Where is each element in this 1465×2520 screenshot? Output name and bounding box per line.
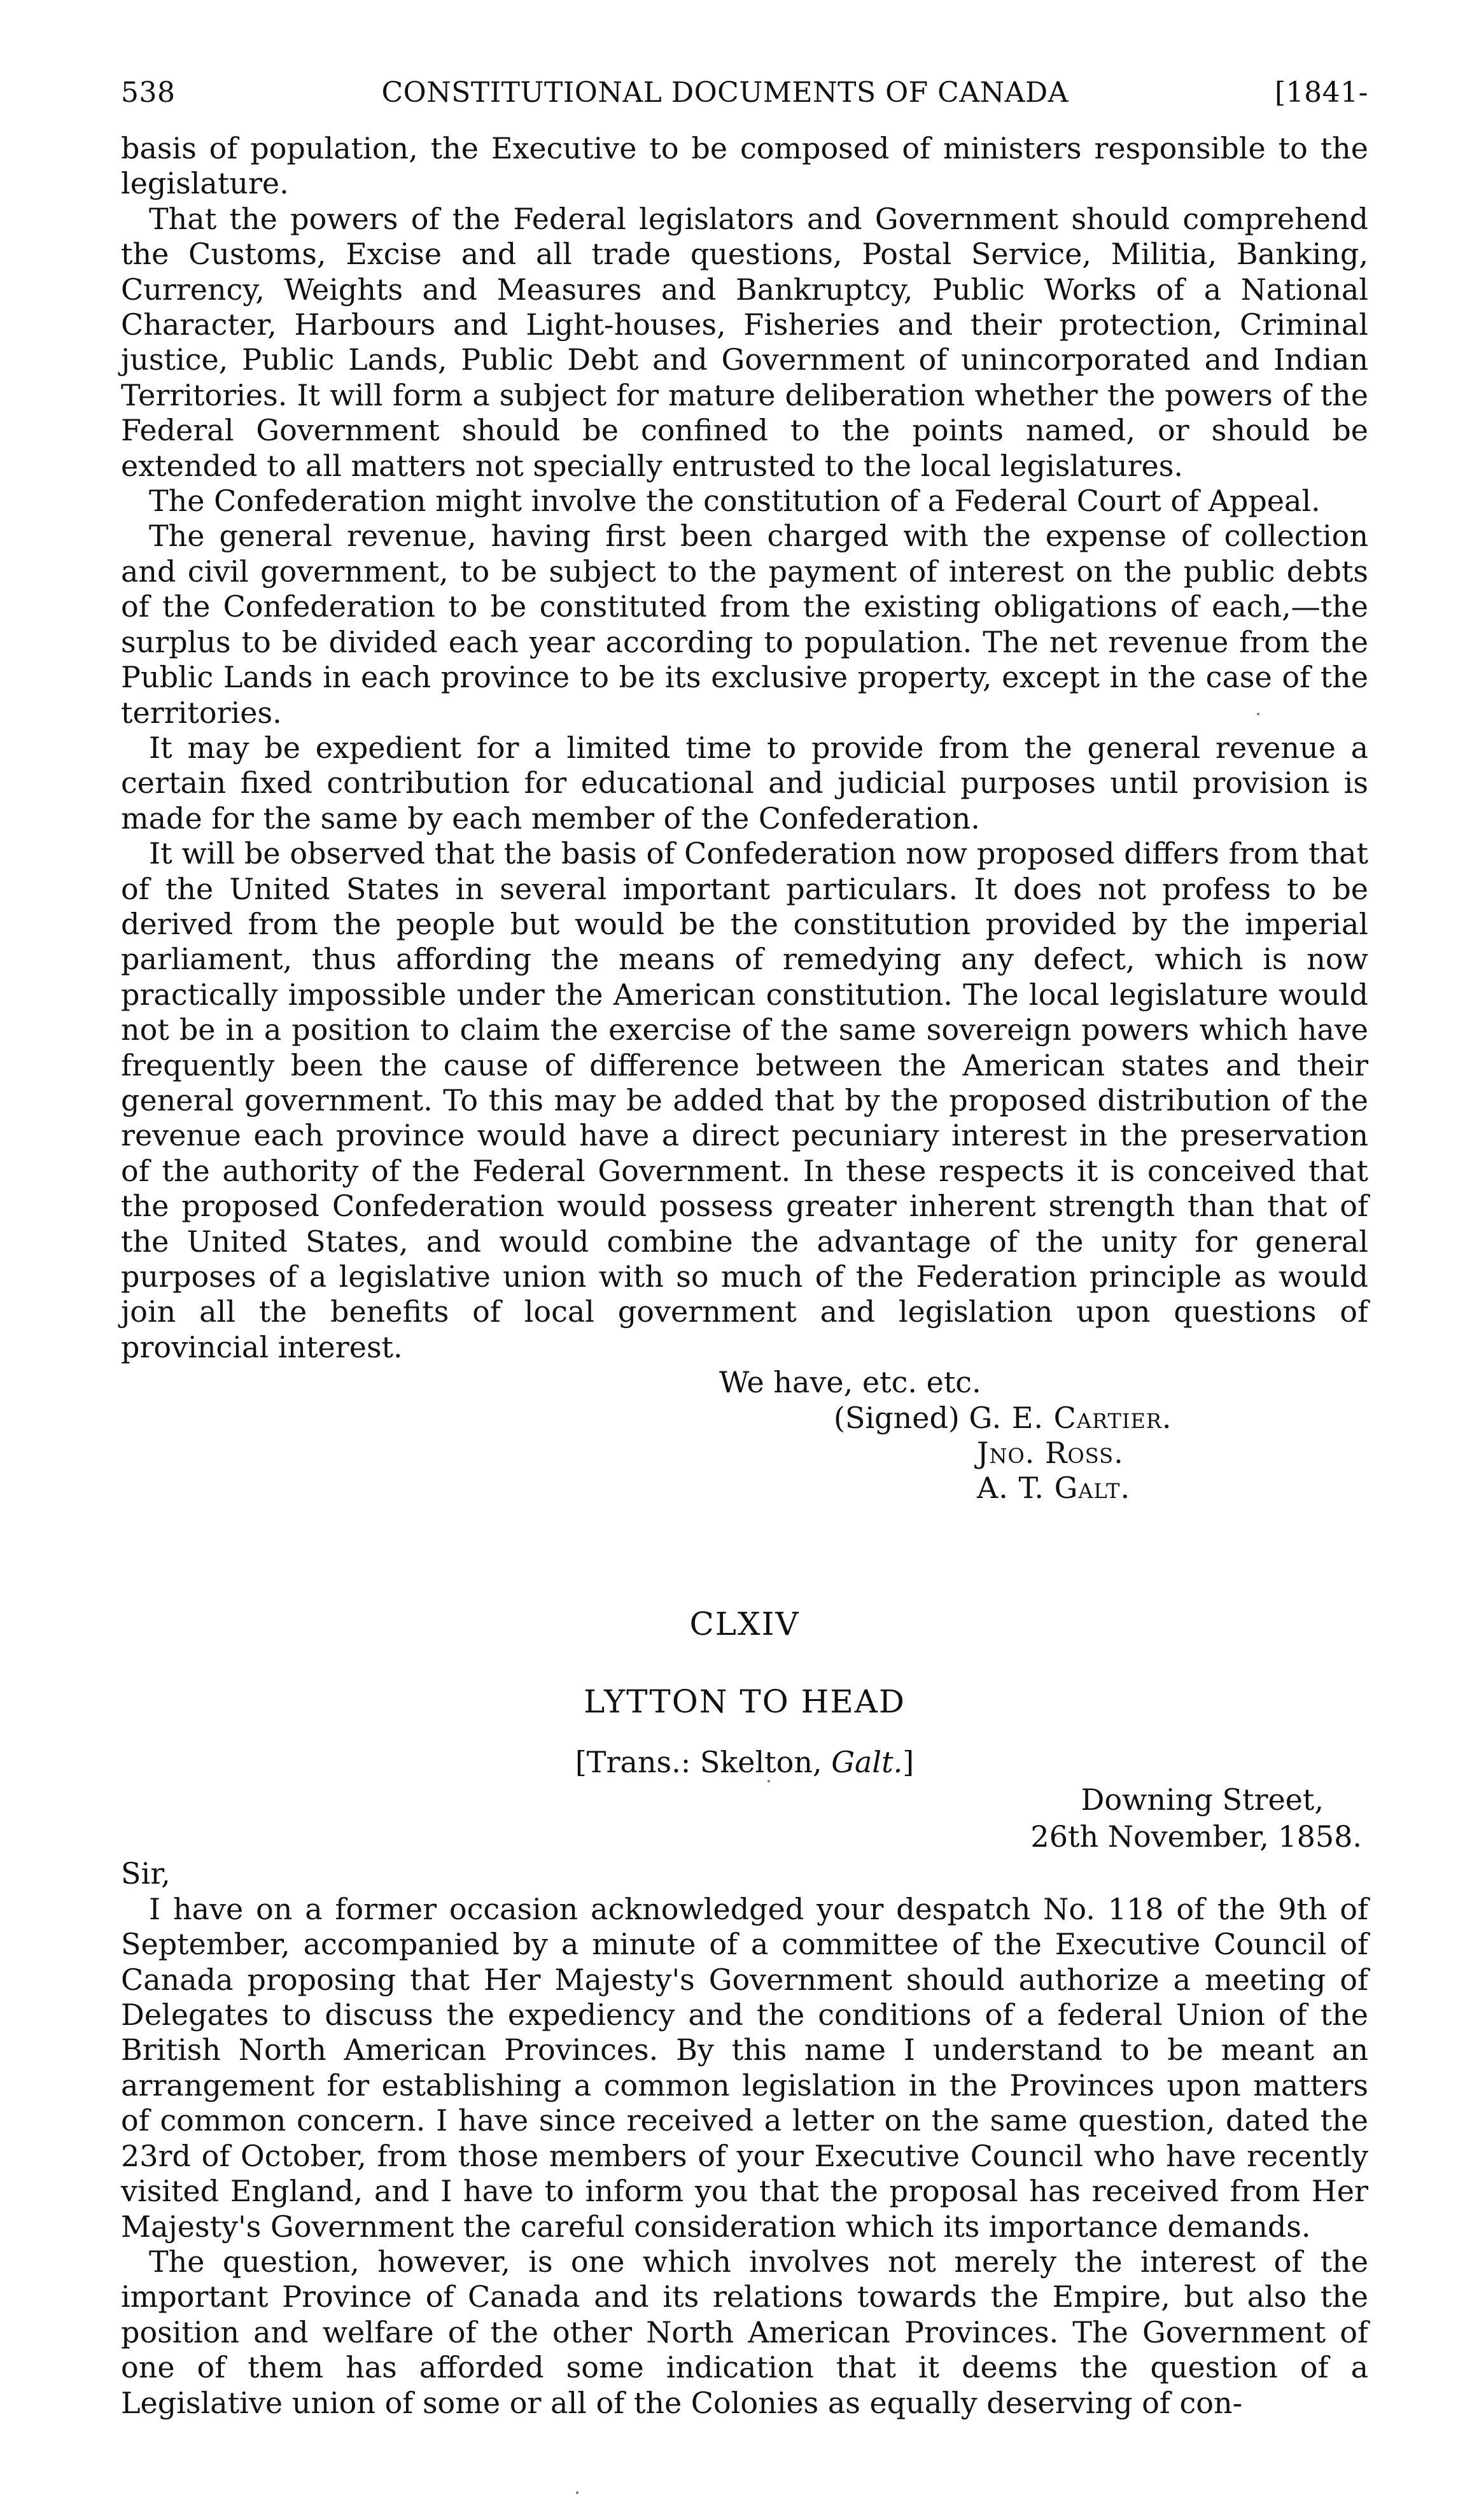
signatory-name: A. T. Galt.: [977, 1471, 1131, 1506]
place: Downing Street,: [1081, 1782, 1324, 1817]
source-suffix: ]: [902, 1744, 915, 1779]
paragraph: The general revenue, having first been charged with the expense of collection and civil government, to be subject to the payment of interest on the public debts of the Confederation to be constituted from the existing obligations of each,—the surplus to be divided each year according to population. The net revenue from the Public Lands in each province to be its exclusive property, except in the case of the territories.: [121, 519, 1368, 730]
signatory-name: G. E. Cartier.: [969, 1400, 1172, 1435]
print-speck: [576, 2491, 578, 2494]
new-document: [121, 1602, 1368, 2421]
continued-document: [121, 131, 1368, 1506]
running-header: [121, 75, 1368, 131]
signatory-name: Jno. Ross.: [977, 1436, 1124, 1471]
closing-line: We have, etc. etc.: [719, 1365, 981, 1400]
document-title: LYTTON TO HEAD: [584, 1683, 906, 1720]
signed-label: (Signed): [834, 1400, 960, 1435]
source-italic: Galt.: [831, 1744, 903, 1779]
source-prefix: [Trans.: Skelton,: [575, 1744, 832, 1779]
dateline: [121, 1781, 1368, 1855]
page-number: 538: [121, 76, 176, 109]
paragraph: It will be observed that the basis of Confederation now proposed differs from that of the United States in several important particulars. It does not profess to be derived from the people but would be the constitution provided by the imperial parliament, thus affording the means of remedying any defect, which is now practically impossible under the American constitution. The local legislature would not be in a position to claim the exercise of the same sovereign powers which have frequently been the cause of difference between the American states and their general government. To this may be added that by the proposed distribution of the revenue each province would have a direct pecuniary interest in the preservation of the authority of the Federal Government. In these respects it is conceived that the proposed Confederation would possess greater inherent strength than that of the United States, and would combine the advantage of the unity for general purposes of a legislative union with so much of the Federation principle as would join all the benefits of local government and legislation upon questions of provincial interest.: [121, 836, 1368, 1364]
year-range: [1841-: [1274, 76, 1368, 109]
signature-block: [121, 1401, 1368, 1436]
document-number: CLXIV: [689, 1605, 800, 1642]
document-page: [121, 75, 1368, 2421]
date: 26th November, 1858.: [1030, 1819, 1362, 1854]
paragraph: The Confederation might involve the constitution of a Federal Court of Appeal.: [149, 484, 1321, 519]
salutation: Sir,: [121, 1856, 171, 1891]
print-speck: [1257, 713, 1259, 715]
running-title: CONSTITUTIONAL DOCUMENTS OF CANADA: [381, 76, 1069, 109]
paragraph: That the powers of the Federal legislators and Government should comprehend the Customs, Excise and all trade questions, Postal Service, Militia, Banking, Currency, Weights and Measures and Bankruptcy, Public Works of a National Character, Harbours and Light-houses, Fisheries and their protection, Criminal justice, Public Lands, Public Debt and Government of unincorporated and Indian Territories. It will form a subject for mature deliberation whether the powers of the Federal Government should be confined to the points named, or should be extended to all matters not specially entrusted to the local legislatures.: [121, 201, 1368, 483]
paragraph: It may be expedient for a limited time to provide from the general revenue a certain fixed contribution for educational and judicial purposes until provision is made for the same by each member of the Confederation.: [121, 730, 1368, 836]
paragraph: basis of population, the Executive to be composed of ministers responsible to the legislature.: [121, 131, 1368, 201]
print-speck: [768, 1780, 770, 1782]
paragraph: The question, however, is one which involves not merely the interest of the important Province of Canada and its relations towards the Empire, but also the position and welfare of the other North American Provinces. The Government of one of them has afforded some indication that it deems the question of a Legislative union of some or all of the Colonies as equally deserving of con-: [121, 2244, 1368, 2420]
paragraph: I have on a former occasion acknowledged your despatch No. 118 of the 9th of September, accompanied by a minute of a committee of the Executive Council of Canada proposing that Her Majesty's Government should authorize a meeting of Delegates to discuss the expediency and the conditions of a federal Union of the British North American Provinces. By this name I understand to be meant an arrangement for establishing a common legislation in the Provinces upon matters of common concern. I have since received a letter on the same question, dated the 23rd of October, from those members of your Executive Council who have recently visited England, and I have to inform you that the proposal has received from Her Majesty's Government the careful consideration which its importance demands.: [121, 1891, 1368, 2244]
source-citation: [121, 1743, 1368, 1781]
